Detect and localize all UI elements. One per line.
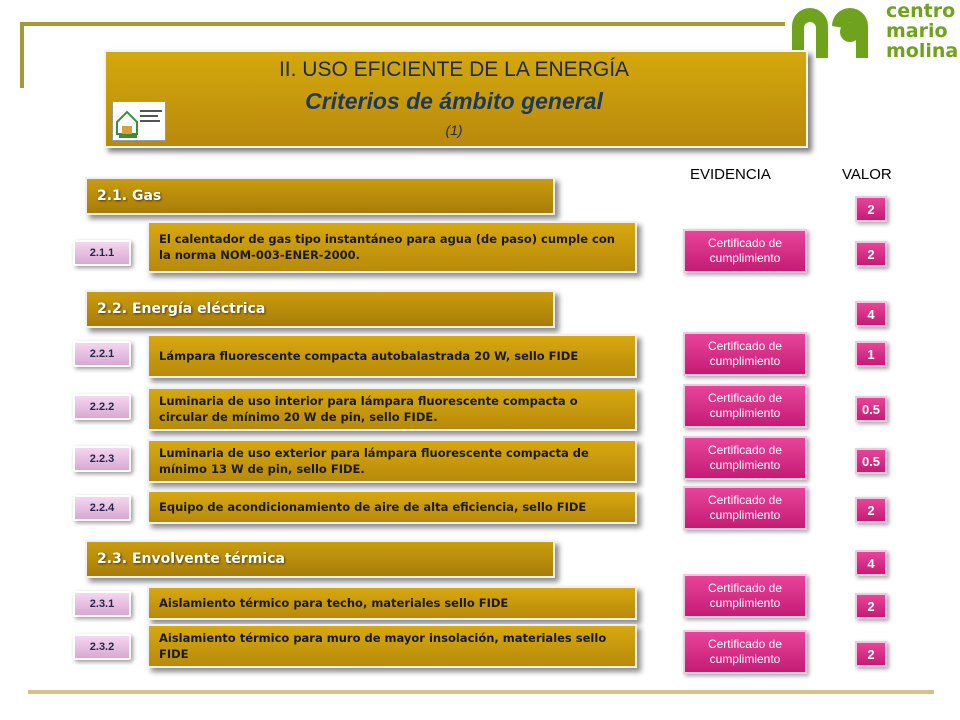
logo-wordmark [886, 2, 958, 62]
value-2-1-1: 2 [855, 241, 887, 267]
evidence-column-header: EVIDENCIA [690, 166, 771, 183]
item-text-2-2-3: Luminaria de uso exterior para lámpara fluorescente compacta de mínimo 13 W de pin, sello FIDE. [147, 439, 637, 483]
item-code-2-2-3: 2.2.3 [73, 446, 131, 472]
section-energia-electrica: 2.2. Energía eléctrica [85, 290, 555, 328]
value-column-header: VALOR [842, 166, 892, 183]
header-subtitle: Criterios de ámbito general [305, 88, 603, 114]
bottom-frame-line [28, 690, 934, 694]
item-code-2-3-1: 2.3.1 [73, 591, 131, 617]
item-text-2-2-4: Equipo de acondicionamiento de aire de alta eficiencia, sello FIDE [147, 490, 637, 524]
value-2-3-1: 2 [855, 593, 887, 619]
value-2-2-2: 0.5 [855, 396, 887, 422]
item-text-2-2-1: Lámpara fluorescente compacta autobalastrada 20 W, sello FIDE [147, 334, 637, 378]
evidence-2-2-1: Certificado de cumplimiento [683, 332, 807, 376]
logo-line-1: centro [886, 0, 956, 22]
top-frame-line [20, 22, 785, 26]
left-frame-line [20, 22, 24, 88]
logo-line-3: molina [886, 40, 959, 62]
evidence-2-3-1: Certificado de cumplimiento [683, 574, 807, 618]
header-title: II. USO EFICIENTE DE LA ENERGÍA [278, 58, 630, 81]
section-gas: 2.1. Gas [85, 177, 555, 215]
item-code-2-2-1: 2.2.1 [73, 341, 131, 367]
evidence-2-2-2: Certificado de cumplimiento [683, 384, 807, 428]
value-2-2-1: 1 [855, 341, 887, 367]
item-text-2-3-2: Aislamiento térmico para muro de mayor insolación, materiales sello FIDE [147, 624, 637, 668]
item-text-2-2-2: Luminaria de uso interior para lámpara fluorescente compacta o circular de mínimo 20 W de pin, sello FIDE. [147, 387, 637, 431]
logo-line-2: mario [886, 20, 948, 42]
section-envolvente-value: 4 [855, 550, 887, 576]
evidence-2-3-2: Certificado de cumplimiento [683, 630, 807, 674]
value-2-2-4: 2 [855, 497, 887, 523]
section-energia-value: 4 [855, 301, 887, 327]
section-envolvente-termica: 2.3. Envolvente térmica [85, 540, 555, 578]
item-code-2-2-4: 2.2.4 [73, 495, 131, 521]
evidence-2-2-4: Certificado de cumplimiento [683, 486, 807, 530]
evidence-2-1-1: Certificado de cumplimiento [683, 229, 807, 273]
value-2-3-2: 2 [855, 641, 887, 667]
item-text-2-1-1: El calentador de gas tipo instantáneo para agua (de paso) cumple con la norma NOM-003-ENER-2000. [147, 221, 637, 273]
item-code-2-1-1: 2.1.1 [73, 240, 131, 266]
section-gas-value: 2 [855, 196, 887, 222]
value-2-2-3: 0.5 [855, 448, 887, 474]
evidence-2-2-3: Certificado de cumplimiento [683, 436, 807, 480]
item-text-2-3-1: Aislamiento térmico para techo, materiales sello FIDE [147, 586, 637, 620]
header-number: (1) [445, 122, 463, 138]
item-code-2-3-2: 2.3.2 [73, 634, 131, 660]
item-code-2-2-2: 2.2.2 [73, 394, 131, 420]
